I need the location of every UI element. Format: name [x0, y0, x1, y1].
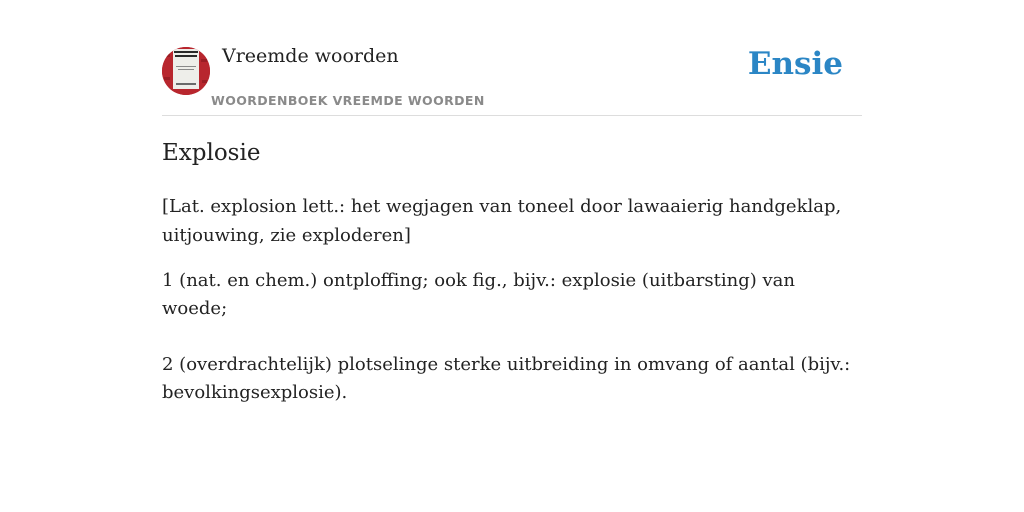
book-subtitle: WOORDENBOEK VREEMDE WOORDEN: [211, 93, 485, 108]
definition-item: 2 (overdrachtelijk) plotselinge sterke uitbreiding in omvang of aantal (bijv.: bevolkingsexplosie).: [162, 354, 851, 403]
definition-list: [162, 267, 862, 407]
entry-etymology: [Lat. explosion lett.: het wegjagen van toneel door lawaaierig handgeklap, uitjouwing, zie exploderen]: [162, 196, 842, 246]
book-cover-image: [162, 47, 210, 95]
book-title-link[interactable]: Vreemde woorden: [222, 45, 399, 67]
definition-item: 1 (nat. en chem.) ontploffing; ook fig., bijv.: explosie (uitbarsting) van woede;: [162, 270, 795, 319]
book-cover-avatar[interactable]: [162, 47, 210, 95]
ensie-logo-link[interactable]: Ensie: [747, 46, 843, 82]
entry-term: Explosie: [162, 140, 261, 166]
book-header: [162, 0, 862, 116]
page-container: [162, 0, 862, 512]
